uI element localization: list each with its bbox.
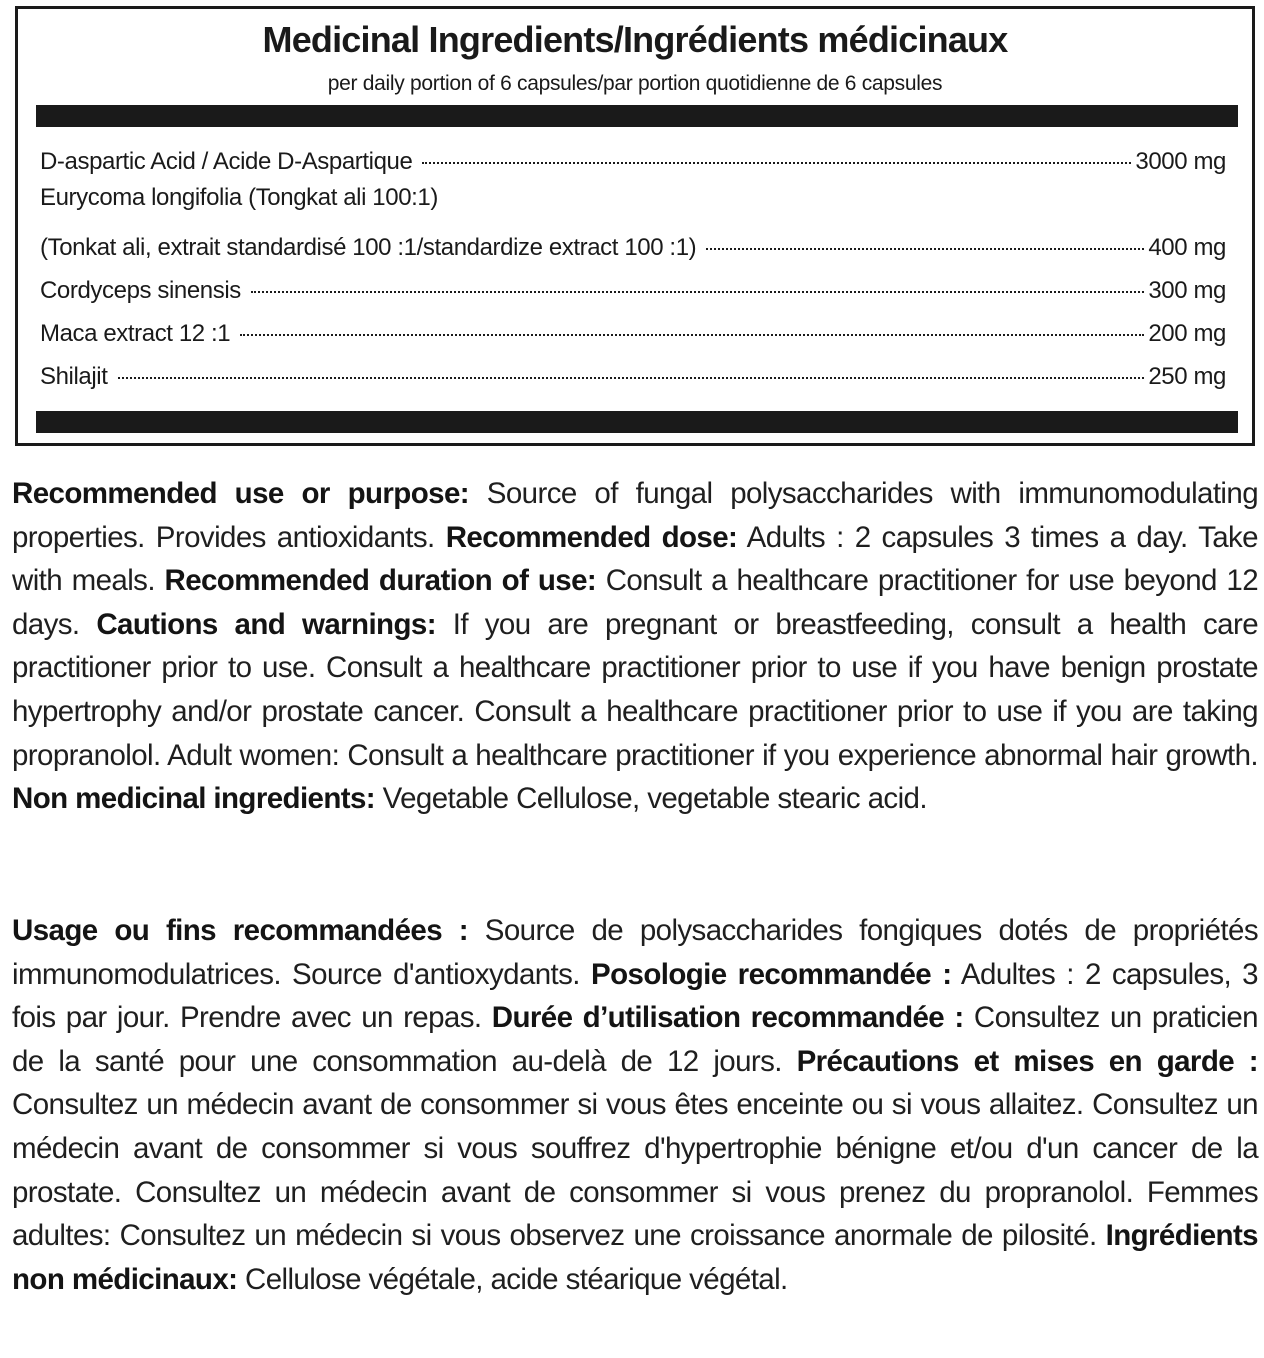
dot-leader [706, 222, 1144, 250]
duration-of-use-heading: Recommended duration of use: [164, 564, 597, 598]
ingredient-row [40, 141, 1226, 184]
dot-leader [240, 308, 1144, 336]
ingredients-non-medicinaux-text: Cellulose végétale, acide stéarique végétal. [237, 1262, 788, 1296]
ingredient-amount: 200 mg [1148, 320, 1226, 347]
precautions-text: Consultez un médecin avant de consommer si vous êtes enceinte ou si vous allaitez. Consultez un médecin avant de consommer si vous souffrez d'hypertrophie bénigne et/ou d'un cancer de la prostate. Consultez un médecin avant de consommer si vous prenez du propranolol. Femmes adultes: Consultez un médecin si vous observez une croissance anormale de pilosité. [12, 1088, 1258, 1253]
ingredient-name: Shilajit [40, 363, 108, 390]
ingredient-name: Cordyceps sinensis [40, 277, 241, 304]
ingredient-name: Eurycoma longifolia (Tongkat ali 100:1) [40, 184, 438, 211]
precautions-heading: Précautions et mises en garde : [796, 1044, 1259, 1078]
posologie-heading: Posologie recommandée : [591, 957, 952, 991]
dot-leader [422, 136, 1131, 164]
recommended-dose-text: Adults : 2 capsules 3 times a day. Take with meals. [12, 520, 1258, 598]
non-medicinal-text: Vegetable Cellulose, vegetable stearic acid. [375, 782, 927, 816]
duration-of-use-text: Consult a healthcare practitioner for use beyond 12 days. [12, 564, 1259, 641]
ingredient-row [40, 184, 1226, 227]
ingredient-amount: 3000 mg [1135, 148, 1226, 175]
french-label-text [12, 909, 1258, 1301]
duree-text: Consultez un praticien de la santé pour une consommation au-delà de 12 jours. [12, 1001, 1258, 1078]
panel-title: Medicinal Ingredients/Ingrédients médicinaux [262, 19, 1008, 60]
english-label-text [12, 472, 1258, 821]
ingredient-amount: 250 mg [1148, 363, 1226, 390]
cautions-heading: Cautions and warnings: [96, 607, 436, 641]
recommended-use-heading: Recommended use or purpose: [12, 477, 469, 510]
panel-subtitle: per daily portion of 6 capsules/par portion quotidienne de 6 capsules [327, 72, 943, 95]
bottom-divider-bar [36, 411, 1238, 433]
usage-text: Source de polysaccharides fongiques dotés de propriétés immunomodulatrices. Source d'antioxydants. [12, 914, 1258, 991]
cautions-text: If you are pregnant or breastfeeding, consult a health care practitioner prior to use. Consult a healthcare practitioner prior to use if you have benign prostate hypertrophy and/or prostate cancer. Consult a healthcare practitioner prior to use if you are taking propranolol. Adult women: Consult a healthcare practitioner if you experience abnormal hair growth. [12, 607, 1258, 772]
top-divider-bar [36, 105, 1238, 127]
ingredient-row [40, 356, 1226, 399]
ingredient-row [40, 270, 1226, 313]
ingredient-name: Maca extract 12 :1 [40, 320, 231, 347]
ingredient-name: D-aspartic Acid / Acide D-Aspartique [40, 148, 413, 175]
posologie-text: Adultes : 2 capsules, 3 fois par jour. Prendre avec un repas. [12, 957, 1258, 1035]
ingredient-row [40, 313, 1226, 356]
medicinal-ingredients-panel [15, 6, 1255, 446]
ingredient-list [40, 141, 1226, 399]
recommended-dose-heading: Recommended dose: [445, 520, 738, 554]
ingredient-row [40, 227, 1226, 270]
dot-leader [251, 265, 1144, 293]
ingredient-name: (Tonkat ali, extrait standardisé 100 :1/standardize extract 100 :1) [40, 234, 697, 261]
dot-leader [118, 351, 1145, 379]
recommended-use-text: Source of fungal polysaccharides with immunomodulating properties. Provides antioxidants. [12, 477, 1259, 554]
ingredient-amount: 300 mg [1148, 277, 1226, 304]
usage-heading: Usage ou fins recommandées : [12, 914, 469, 947]
ingredient-amount: 400 mg [1148, 234, 1226, 261]
duree-heading: Durée d’utilisation recommandée : [491, 1001, 964, 1035]
ingredients-non-medicinaux-heading: Ingrédients non médicinaux: [12, 1219, 1258, 1296]
non-medicinal-heading: Non medicinal ingredients: [12, 782, 376, 816]
